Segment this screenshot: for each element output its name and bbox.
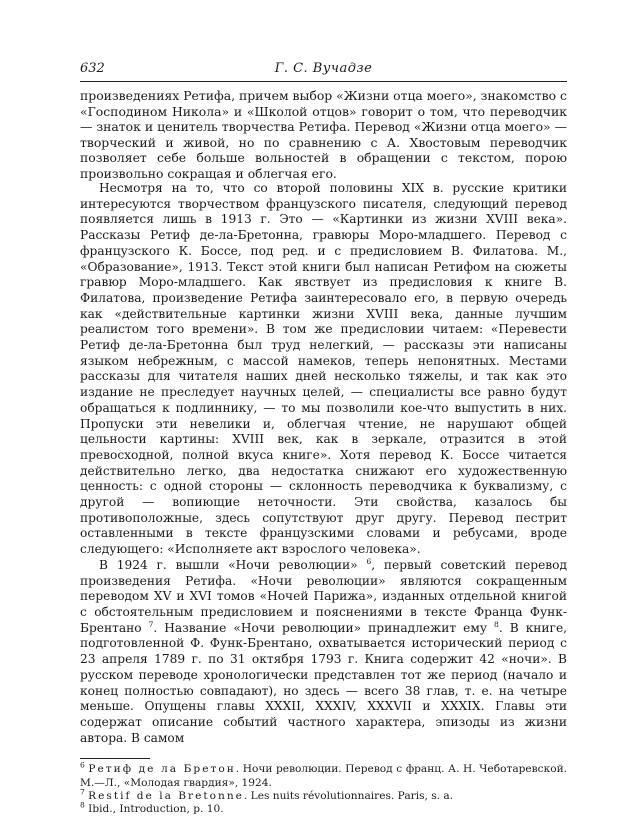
paragraph: произведениях Ретифа, причем выбор «Жизни отца моего», знакомство с «Господином Никола» и «Школой отцов» говорит о том, что переводчик — знаток и ценитель творчества Ретифа. Перевод «Жизни отца моего» — творческий и живой, но по сравнению с А. Хвостовым переводчик позволяет себе больше вольностей в обращении с текстом, порою произвольно сокращая и облегчая его. <box>80 88 567 181</box>
footnote-ref: 8 <box>494 619 499 629</box>
footnote <box>80 787 567 803</box>
body-text <box>80 88 567 746</box>
footnote <box>80 760 568 789</box>
paragraph-text: . Название «Ночи революции» принадлежит ему <box>153 620 488 635</box>
footnote-text: . Ночи революции. Перевод с франц. А. Н. Чеботаревской. М.—Л., «Молодая гвардия», 1924. <box>80 763 568 789</box>
paragraph-text: В 1924 г. вышли «Ночи революции» <box>99 557 358 572</box>
footnote-author: Restif de la Bretonne <box>88 789 244 802</box>
paragraph: Несмотря на то, что со второй половины XIX в. русские критики интересуются творчеством французского писателя, следующий перевод появляется лишь в 1913 г. Это — «Картинки из жизни XVIII века». Рассказы Ретиф де-ла-Бретонна, гравюры Моро-младшего. Перевод с французского К. Боссе, под ред. и с предисловием В. Филатова. М., «Образование», 1913. Текст этой книги был написан Ретифом на сюжеты гравюр Моро-младшего. Как явствует из предисловия к книге В. Филатова, произведение Ретифа заинтересовало его, в первую очередь как «действительные картинки жизни XVIII века, данные лучшим реалистом того времени». В том же предисловии читаем: «Перевести Ретиф де-ла-Бретонна был труд нелегкий, — рассказы эти написаны языком небрежным, с массой намеков, теперь непонятных. Местами рассказы для читателя наших дней несколько тяжелы, и так как это издание не преследует научных целей, — специалисты все равно будут обращаться к подлиннику, — то мы позволили кое-что выпустить в них. Пропуски эти невелики и, облегчая чтение, не нарушают общей цельности картины: XVIII век, как в зеркале, отразится в этой превосходной, полной вкуса книге». Хотя перевод К. Боссе читается действительно легко, два недостатка снижают его художественную ценность: с одной стороны — склонность переводчика к буквализму, с другой — вопиющие неточности. Эти свойства, казалось бы противоположные, здесь сопутствуют друг другу. Перевод пестрит оставленными в тексте французскими словами и ребусами, вроде следующего: «Исполняете акт взрослого человека». <box>80 181 567 557</box>
paragraph-text: . В книге, подготовленной Ф. Функ-Брентано, охватывается исторический период с 23 апреля 1789 г. по 31 октября 1793 г. Книга содержит 42 «ночи». В русском переводе хронологически представлен тот же период (начало и конец полностью совпадают), но здесь — всего 38 глав, т. е. на четыре меньше. Опущены главы XXXII, XXXIV, XXXVII и XXXIX. Главы эти содержат описание событий частного характера, эпизоды из жизни автора. В самом <box>80 620 568 745</box>
footnotes <box>80 760 568 816</box>
paragraph <box>80 558 567 746</box>
footnote-author: Ретиф де ла Бретон <box>88 763 236 776</box>
footnote <box>80 800 567 816</box>
footnote-mark: 8 <box>80 800 85 810</box>
footnote-ref: 6 <box>366 556 372 566</box>
footnote-text: Ibid., Introduction, p. 10. <box>88 802 224 815</box>
footnote-mark: 6 <box>80 760 85 770</box>
paragraph-text: , первый советский перевод произведения Ретифа. «Ночи революции» являются сокращенным переводом XV и XVI томов «Ночей Парижа», изданных отдельной книгой с обстоятельным предисловием и пояснениями в тексте Франца Функ-Брентано <box>80 557 567 635</box>
running-title: Г. С. Вучадзе <box>274 61 373 76</box>
footnote-text: . Les nuits révolutionnaires. Paris, s. a. <box>243 789 454 802</box>
header-rule <box>80 81 567 82</box>
page-number: 632 <box>80 61 105 76</box>
footnote-ref: 7 <box>148 619 154 629</box>
footnote-rule <box>80 758 150 759</box>
footnote-mark: 7 <box>80 787 85 797</box>
page <box>80 57 567 816</box>
page-header <box>80 57 567 81</box>
